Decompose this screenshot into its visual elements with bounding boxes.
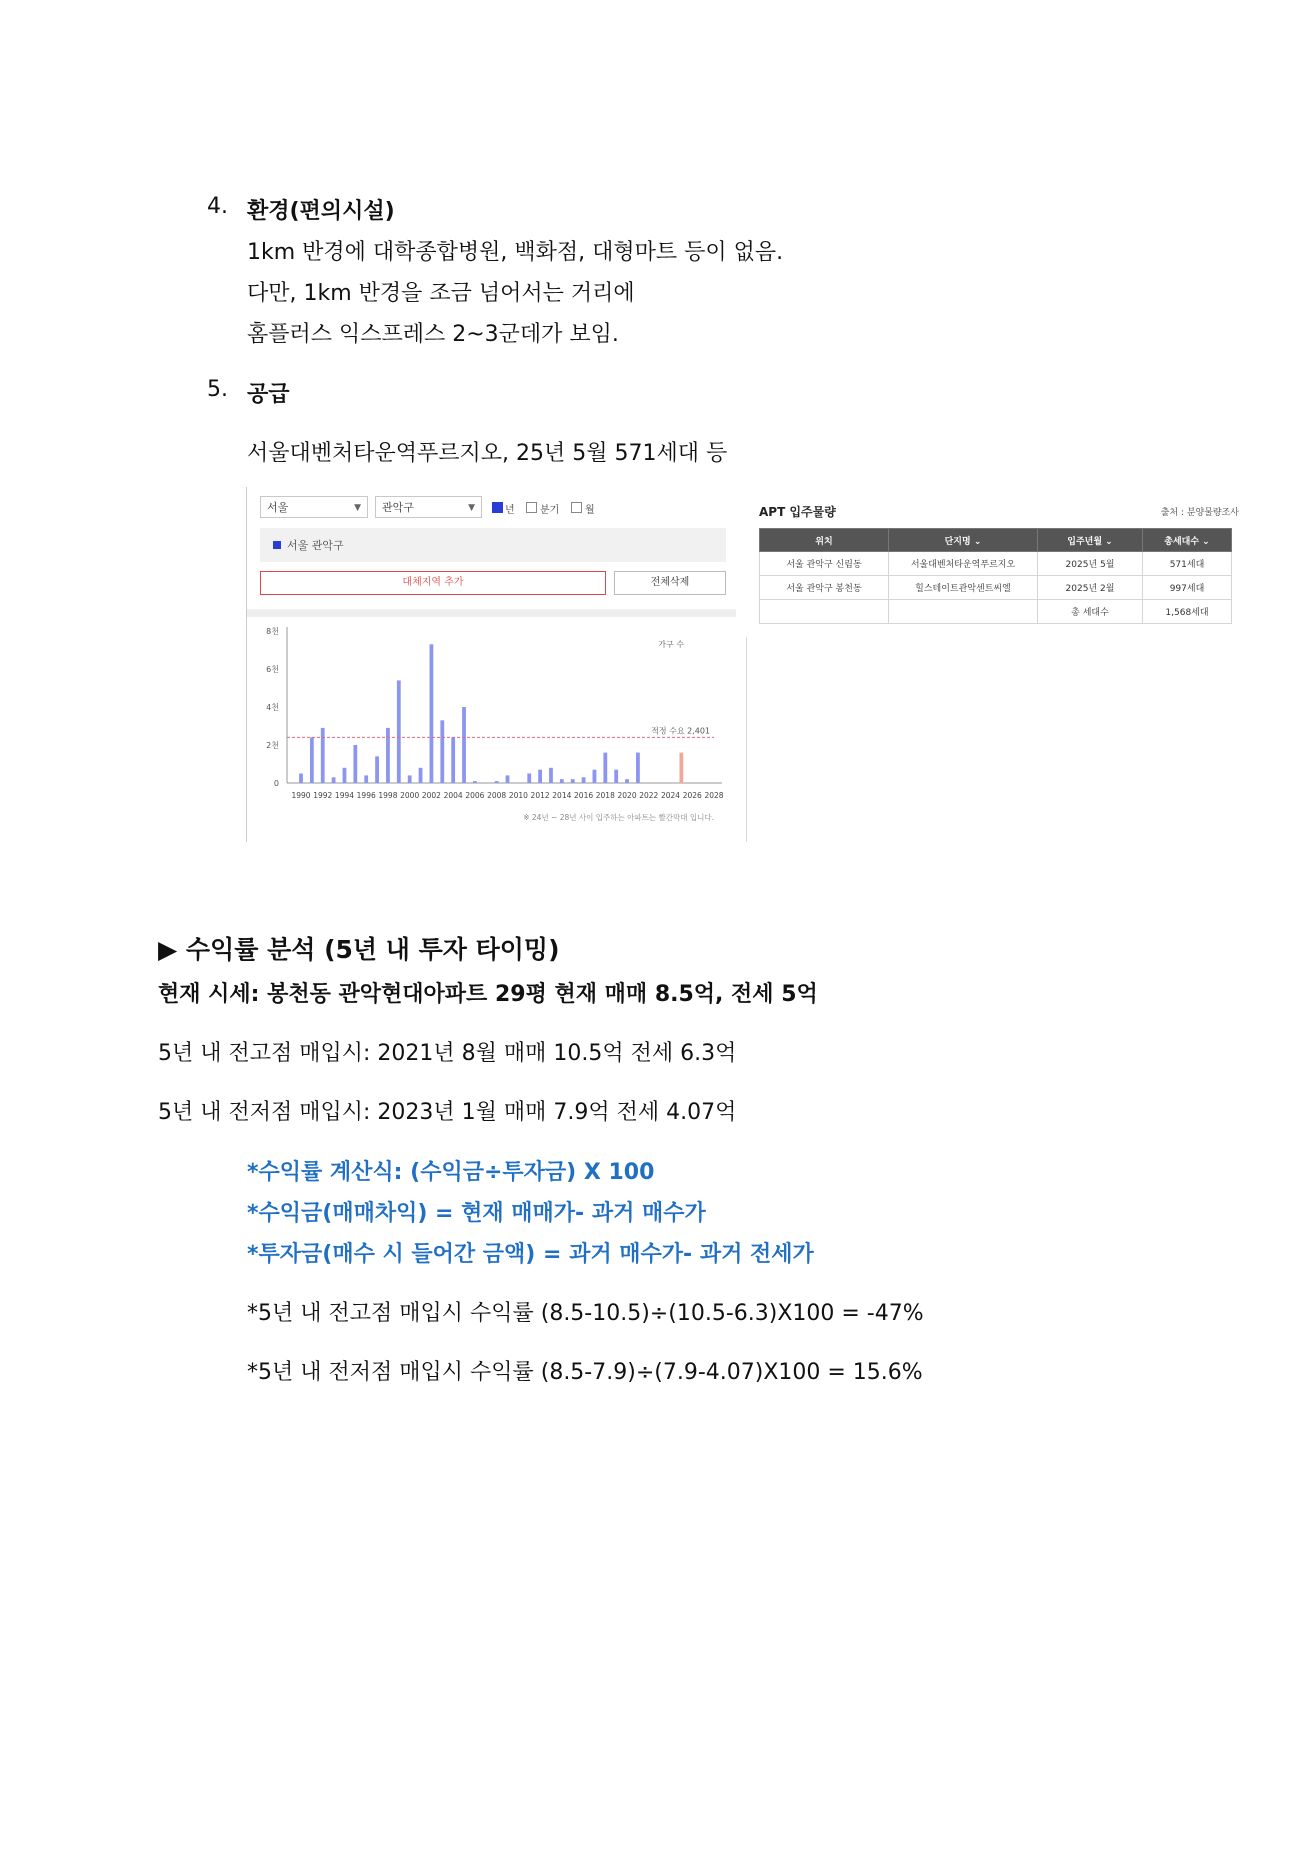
period-label-month: 월	[585, 505, 595, 516]
x-tick-label: 2002	[421, 791, 441, 800]
period-checkbox-quarter[interactable]	[526, 502, 537, 513]
apt-supply-panel	[745, 487, 1245, 637]
chart-bar	[625, 779, 629, 783]
section5-heading: 공급	[247, 382, 290, 407]
x-tick-label: 2010	[508, 791, 528, 800]
chart-bar	[332, 777, 336, 783]
add-region-button[interactable]: 대체지역 추가	[260, 571, 606, 595]
table-cell: 힐스테이트관악센트씨엘	[889, 576, 1038, 600]
chart-bar	[538, 770, 542, 783]
section5-number: 5.	[207, 377, 228, 402]
chart-bar	[571, 779, 575, 783]
legend-swatch	[273, 541, 281, 549]
table-cell: 2025년 5월	[1038, 552, 1143, 576]
result-high: *5년 내 전고점 매입시 수익률 (8.5-10.5)÷(10.5-6.3)X100 = -47%	[247, 1301, 924, 1326]
chart-bar	[560, 779, 564, 783]
chart-bar	[397, 680, 401, 783]
x-tick-label: 2014	[552, 791, 572, 800]
x-tick-label: 2026	[682, 791, 702, 800]
y-tick-label: 6천	[266, 665, 279, 674]
chart-footnote: ※ 24년 ~ 28년 사이 입주하는 아파트는 빨간막대 입니다.	[523, 813, 714, 822]
chart-bar	[321, 728, 325, 783]
chart-bar	[353, 745, 357, 783]
chart-bar	[582, 777, 586, 783]
chart-bar	[419, 768, 423, 783]
apt-table-title: APT 입주물량	[759, 505, 836, 519]
period-label-year: 년	[505, 505, 515, 516]
column-header-households[interactable]: 총세대수 ⌄	[1143, 529, 1232, 552]
table-cell	[889, 600, 1038, 624]
table-row	[760, 552, 1232, 576]
chart-bar	[506, 775, 510, 783]
formula-return: *수익률 계산식: (수익금÷투자금) X 100	[247, 1160, 655, 1185]
section4-line-3: 홈플러스 익스프레스 2~3군데가 보임.	[247, 322, 619, 347]
low-point: 5년 내 전저점 매입시: 2023년 1월 매매 7.9억 전세 4.07억	[158, 1100, 737, 1125]
x-tick-label: 2028	[704, 791, 724, 800]
x-tick-label: 2006	[465, 791, 485, 800]
chart-bar	[451, 737, 455, 783]
chart-bar	[386, 728, 390, 783]
formula-profit: *수익금(매매차익) = 현재 매매가- 과거 매수가	[247, 1201, 706, 1226]
analysis-heading: ▶ 수익률 분석 (5년 내 투자 타이밍)	[158, 935, 560, 964]
apt-table-source: 출처 : 분양물량조사	[1160, 508, 1239, 518]
column-header-movein[interactable]: 입주년월 ⌄	[1038, 529, 1143, 552]
section4-line-1: 1km 반경에 대학종합병원, 백화점, 대형마트 등이 없음.	[247, 240, 784, 265]
current-price: 현재 시세: 봉천동 관악현대아파트 29평 현재 매매 8.5억, 전세 5억	[158, 982, 818, 1007]
table-cell: 2025년 2월	[1038, 576, 1143, 600]
chart-bar	[375, 756, 379, 783]
formula-investment: *투자금(매수 시 들어간 금액) = 과거 매수가- 과거 전세가	[247, 1242, 814, 1267]
chart-bar	[495, 781, 499, 783]
x-tick-label: 2018	[595, 791, 615, 800]
threshold-label: 적정 수요 2,401	[651, 726, 710, 736]
table-cell: 571세대	[1143, 552, 1232, 576]
chart-bar	[527, 774, 531, 784]
chart-bar	[462, 707, 466, 783]
series-label: 가구 수	[658, 640, 684, 649]
x-tick-label: 2022	[639, 791, 659, 800]
table-cell: 총 세대수	[1038, 600, 1143, 624]
chart-bar	[310, 737, 314, 783]
column-header-complex[interactable]: 단지명 ⌄	[889, 529, 1038, 552]
table-cell: 서울 관악구 봉천동	[760, 576, 889, 600]
chart-bar	[679, 753, 683, 783]
x-tick-label: 2016	[574, 791, 594, 800]
column-header-location[interactable]: 위치	[760, 529, 889, 552]
table-cell	[760, 600, 889, 624]
chart-bar	[343, 768, 347, 783]
chart-bar	[364, 775, 368, 783]
x-tick-label: 1994	[334, 791, 355, 800]
period-checkbox-month[interactable]	[571, 502, 582, 513]
section4-line-2: 다만, 1km 반경을 조금 넘어서는 거리에	[247, 281, 635, 306]
chart-bar	[299, 774, 303, 784]
section4-heading: 환경(편의시설)	[247, 199, 395, 224]
table-row	[760, 576, 1232, 600]
period-checkbox-year[interactable]	[492, 502, 503, 513]
chevron-down-icon: ▼	[354, 503, 361, 513]
x-tick-label: 1996	[356, 791, 376, 800]
region-select-value: 서울	[267, 501, 289, 514]
chart-bar	[549, 768, 553, 783]
table-cell: 서울대벤처타운역푸르지오	[889, 552, 1038, 576]
x-tick-label: 2000	[400, 791, 420, 800]
chart-bar	[593, 770, 597, 783]
apt-supply-table	[759, 528, 1232, 624]
table-cell: 1,568세대	[1143, 600, 1232, 624]
table-cell: 서울 관악구 신림동	[760, 552, 889, 576]
chart-bar	[614, 770, 618, 783]
x-tick-label: 1992	[313, 791, 333, 800]
table-row-total	[760, 600, 1232, 624]
delete-all-button[interactable]: 전체삭제	[614, 571, 726, 595]
section4-number: 4.	[207, 194, 228, 219]
x-tick-label: 1998	[378, 791, 398, 800]
x-tick-label: 2008	[487, 791, 507, 800]
section5-line: 서울대벤처타운역푸르지오, 25년 5월 571세대 등	[247, 441, 728, 466]
chart-bar	[473, 781, 477, 783]
region-select[interactable]	[260, 496, 368, 518]
result-low: *5년 내 전저점 매입시 수익률 (8.5-7.9)÷(7.9-4.07)X100 = 15.6%	[247, 1360, 923, 1385]
chart-bar	[440, 720, 444, 783]
period-label-quarter: 분기	[540, 505, 560, 516]
legend-bar	[260, 528, 726, 562]
y-tick-label: 2천	[266, 741, 279, 750]
y-tick-label: 8천	[266, 627, 279, 636]
x-tick-label: 2024	[660, 791, 681, 800]
y-tick-label: 0	[273, 779, 279, 788]
district-select[interactable]	[375, 496, 482, 518]
legend-item: 서울 관악구	[287, 539, 344, 552]
y-tick-label: 4천	[266, 703, 279, 712]
chart-bar	[430, 644, 434, 783]
x-tick-label: 2020	[617, 791, 637, 800]
high-point: 5년 내 전고점 매입시: 2021년 8월 매매 10.5억 전세 6.3억	[158, 1041, 737, 1066]
supply-bar-chart	[247, 617, 746, 842]
x-tick-label: 1990	[291, 791, 311, 800]
chart-bar	[603, 753, 607, 783]
chart-bar	[636, 753, 640, 783]
chart-bar	[408, 775, 412, 783]
supply-chart-widget	[246, 487, 747, 842]
district-select-value: 관악구	[382, 501, 414, 514]
table-cell: 997세대	[1143, 576, 1232, 600]
divider	[247, 609, 736, 617]
x-tick-label: 2012	[530, 791, 550, 800]
x-tick-label: 2004	[443, 791, 463, 800]
chevron-down-icon: ▼	[468, 503, 475, 513]
